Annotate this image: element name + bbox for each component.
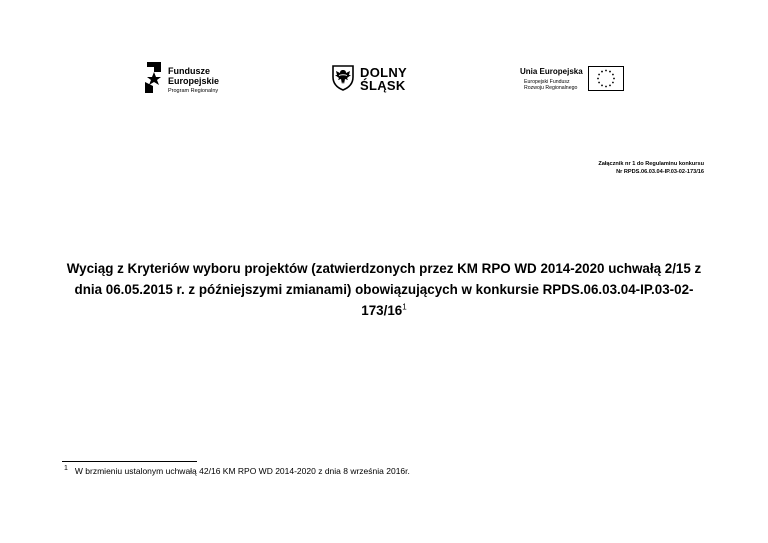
- eu-flag-star: [597, 78, 599, 80]
- footnote: [64, 466, 410, 477]
- eu-flag-star: [598, 82, 600, 84]
- logo-fundusze-europejskie: [143, 60, 243, 96]
- fundusze-europejskie-star-emblem-icon: [143, 60, 165, 94]
- eu-flag-star: [601, 71, 603, 73]
- eu-flag-star: [612, 74, 614, 76]
- document-title-line3: [60, 300, 708, 321]
- dolny-slask-eagle-shield-icon: [331, 65, 355, 91]
- logo-fe-line2: Europejskie: [168, 76, 220, 86]
- logo-fe-line3: Program Regionalny: [168, 88, 219, 94]
- attachment-line1: Załącznik nr 1 do Regulaminu konkursu: [598, 161, 704, 167]
- footnote-text: W brzmieniu ustalonym uchwałą 42/16 KM RPO WD 2014-2020 z dnia 8 września 2016r.: [74, 466, 410, 476]
- document-title-line2: dnia 06.05.2015 r. z późniejszymi zmianami) obowiązujących w konkursie RPDS.06.03.04-IP.03-02-: [74, 282, 694, 297]
- eu-flag-star: [605, 86, 607, 88]
- eu-flag-icon: [588, 66, 624, 91]
- logo-ue-sub2: Rozwoju Regionalnego: [524, 85, 578, 91]
- footnote-mark: 1: [64, 465, 68, 473]
- document-title: [60, 258, 708, 321]
- footnote-reference-link[interactable]: 1: [402, 302, 407, 312]
- logo-fe-line1: Fundusze: [168, 66, 210, 76]
- document-title-line1: Wyciąg z Kryteriów wyboru projektów (zatwierdzonych przez KM RPO WD 2014-2020 uchwałą 2/15 z: [66, 261, 702, 276]
- eu-flag-star: [613, 78, 615, 80]
- logo-ue-title: Unia Europejska: [520, 67, 583, 76]
- document-title-line3-text: 173/16: [361, 303, 403, 318]
- eu-flag-star: [605, 70, 607, 72]
- eu-flag-star: [609, 71, 611, 73]
- footnote-separator: [62, 461, 197, 462]
- eu-flag-star: [601, 85, 603, 87]
- eu-flag-star: [609, 85, 611, 87]
- logo-dolny-slask: [331, 63, 421, 95]
- logo-ue-sub1: Europejski Fundusz: [524, 79, 570, 85]
- eu-flag-star: [612, 82, 614, 84]
- logo-ds-line2: ŚLĄSK: [360, 78, 406, 93]
- logo-ds-line1: DOLNY: [360, 65, 407, 80]
- attachment-line2: Nr RPDS.06.03.04-IP.03-02-173/16: [616, 169, 704, 175]
- attachment-reference: [598, 160, 704, 176]
- eu-flag-star: [598, 74, 600, 76]
- logo-unia-europejska: [515, 64, 630, 96]
